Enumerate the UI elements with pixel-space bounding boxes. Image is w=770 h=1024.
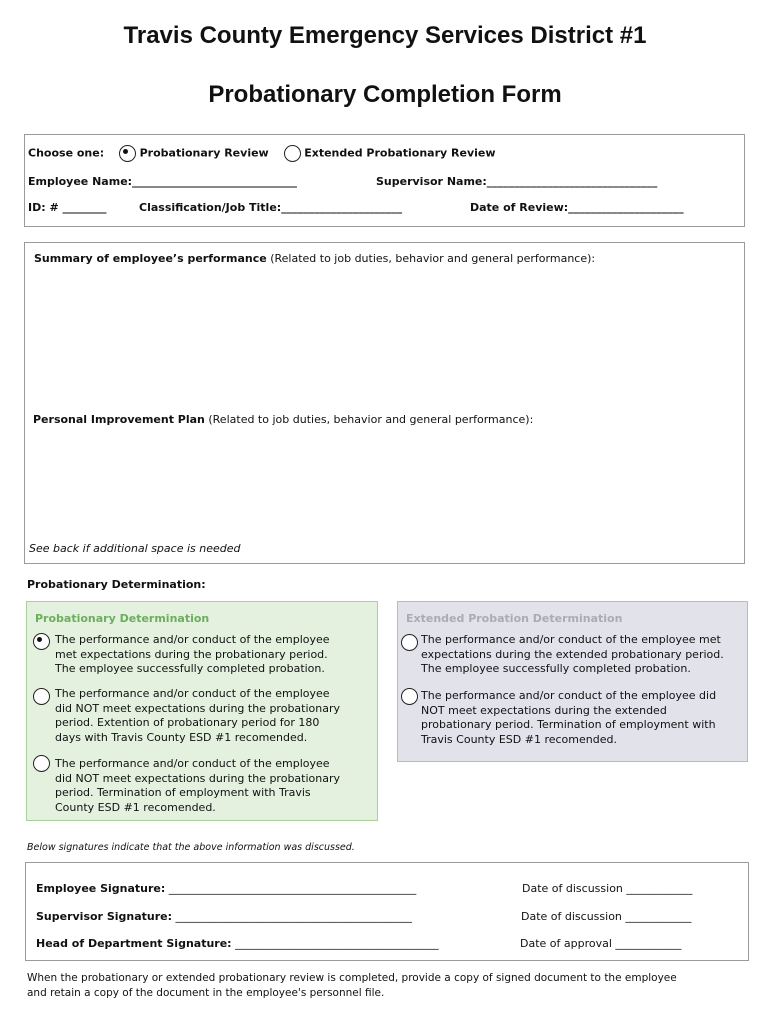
extended-met-radio[interactable]	[401, 634, 418, 651]
extend-probation-radio[interactable]	[33, 688, 50, 705]
employee-date-label: Date of discussion	[522, 882, 623, 895]
extended-review-radio[interactable]	[284, 145, 301, 162]
employee-date-line[interactable]: ____________	[626, 882, 693, 895]
approval-date-row[interactable]	[520, 937, 681, 950]
employee-signature-row[interactable]	[36, 882, 416, 895]
additional-space-note: See back if additional space is needed	[29, 542, 241, 555]
summary-label	[34, 252, 595, 265]
department-head-signature-line[interactable]: _____________________________________	[235, 937, 439, 950]
supervisor-date-row[interactable]	[521, 910, 691, 923]
form-title: Probationary Completion Form	[208, 81, 562, 108]
date-of-review-field[interactable]: Date of Review:_____________________	[470, 201, 684, 214]
extended-terminate-text: The performance and/or conduct of the employee did NOT meet expectations during the extended probationary period. Termination of employment with Travis County ESD #1 recomended.	[421, 689, 717, 746]
employee-signature-line[interactable]: _____________________________________________	[168, 882, 417, 895]
probationary-determination-title: Probationary Determination	[35, 612, 210, 625]
employee-name-field[interactable]: Employee Name:______________________________	[28, 175, 298, 188]
summary-label-bold: Summary of employee’s performance	[34, 252, 267, 265]
approval-date-line[interactable]: ____________	[615, 937, 682, 950]
terminate-employment-text: The performance and/or conduct of the employee did NOT meet expectations during the probationary period. Termination of employment with Travis County ESD #1 recomended.	[55, 757, 341, 814]
department-head-signature-row[interactable]	[36, 937, 439, 950]
met-expectations-text: The performance and/or conduct of the employee met expectations during the probationary period. The employee successfully completed probation.	[55, 633, 330, 675]
extended-review-label: Extended Probationary Review	[304, 146, 496, 160]
classification-field[interactable]: Classification/Job Title:______________________	[139, 201, 403, 214]
id-field[interactable]: ID: # ________	[28, 201, 107, 214]
terminate-employment-radio[interactable]	[33, 755, 50, 772]
extended-met-text: The performance and/or conduct of the employee met expectations during the extended probationary period. The employee successfully completed probation.	[421, 633, 724, 675]
department-head-signature-label: Head of Department Signature:	[36, 937, 232, 950]
review-type-row	[28, 145, 496, 162]
supervisor-date-label: Date of discussion	[521, 910, 622, 923]
supervisor-name-field[interactable]: Supervisor Name:_______________________________	[376, 175, 658, 188]
plan-label-rest: (Related to job duties, behavior and general performance):	[204, 413, 534, 426]
employee-date-row[interactable]	[522, 882, 692, 895]
probationary-review-radio[interactable]	[119, 145, 136, 162]
choose-one-label: Choose one:	[28, 146, 105, 160]
performance-summary-box[interactable]	[24, 242, 745, 564]
footer-instructions: When the probationary or extended probationary review is completed, provide a copy of signed document to the employee and retain a copy of the document in the employee's personnel file.	[27, 972, 677, 999]
supervisor-signature-line[interactable]: ___________________________________________	[175, 910, 413, 923]
supervisor-date-line[interactable]: ____________	[625, 910, 692, 923]
extend-probation-text: The performance and/or conduct of the employee did NOT meet expectations during the probationary period. Extention of probationary period for 180 days with Travis County ESD #1 recomended.	[55, 687, 341, 744]
improvement-plan-label	[33, 413, 533, 426]
met-expectations-radio[interactable]	[33, 633, 50, 650]
supervisor-signature-row[interactable]	[36, 910, 412, 923]
extended-terminate-radio[interactable]	[401, 688, 418, 705]
probationary-review-label: Probationary Review	[139, 146, 269, 160]
determination-heading: Probationary Determination:	[27, 578, 206, 591]
signatures-intro: Below signatures indicate that the above information was discussed.	[27, 842, 355, 853]
summary-label-rest: (Related to job duties, behavior and general performance):	[266, 252, 596, 265]
organization-title: Travis County Emergency Services District #1	[123, 22, 647, 49]
plan-label-bold: Personal Improvement Plan	[33, 413, 205, 426]
employee-signature-label: Employee Signature:	[36, 882, 166, 895]
supervisor-signature-label: Supervisor Signature:	[36, 910, 173, 923]
approval-date-label: Date of approval	[520, 937, 612, 950]
extended-determination-title: Extended Probation Determination	[406, 612, 623, 625]
